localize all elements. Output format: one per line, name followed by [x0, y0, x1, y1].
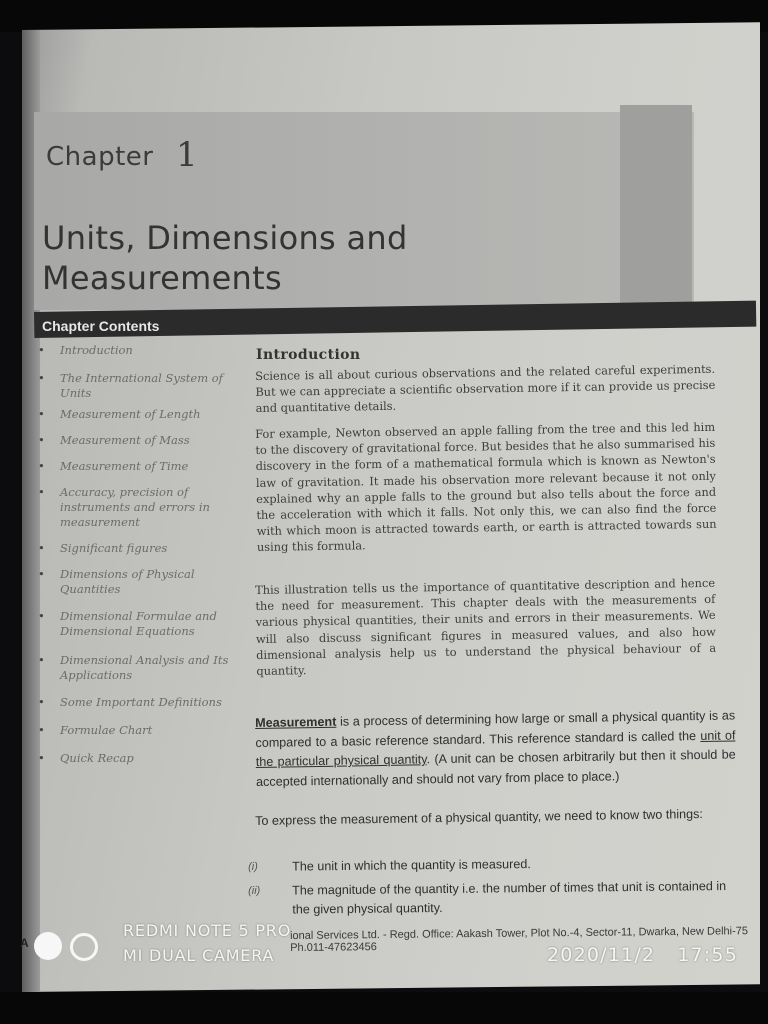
watermark-timestamp: [547, 944, 738, 966]
list-text: The unit in which the quantity is measured.: [292, 857, 531, 874]
watermark-time: 17:55: [677, 944, 738, 966]
contents-item: • Dimensions of Physical Quantities: [32, 567, 242, 597]
introduction-paragraph-2: For example, Newton observed an apple falling from the tree and this led him to the discovery of gravitational force. But besides that he also summarised his discovery in the form of a mathematical formula which is known as Newton's law of gravitation. It made his observation more relevant because it not only explained why an apple falls to the ground but also tells about the force and the acceleration with which it falls. Not only this, we can also find the force with which moon is attracted towards earth, or earth is attracted towards sun using this formula.: [255, 419, 717, 555]
measurement-need-paragraph: To express the measurement of a physical quantity, we need to know two things:: [255, 806, 703, 828]
camera-logo-icon: [34, 930, 106, 960]
chapter-title: [42, 218, 562, 298]
chapter-header-stripe: [620, 105, 692, 315]
contents-item: • Measurement of Length: [32, 407, 242, 422]
contents-item: • Measurement of Time: [32, 459, 242, 474]
contents-item: • Quick Recap: [32, 751, 242, 766]
contents-item: • Formulae Chart: [32, 723, 242, 738]
introduction-paragraph-1: Science is all about curious observations and the related careful experiments. But we can appreciate a scientific observation more if it can provide us precise and quantitative details.: [255, 361, 716, 416]
chapter-title-line1: Units, Dimensions and: [42, 219, 408, 257]
camera-dot-icon: [34, 932, 62, 960]
camera-ring-icon: [70, 933, 98, 961]
measurement-text-2: . (A unit can be chosen arbitrarily but then it should be accepted internationally and should not vary from place to place.): [255, 747, 736, 789]
chapter-title-line2: Measurements: [42, 259, 282, 297]
photo-bottom-border: [0, 992, 768, 1024]
list-text: The magnitude of the quantity i.e. the number of times that unit is contained in the given physical quantity.: [292, 878, 727, 917]
list-marker: (i): [248, 860, 258, 873]
contents-item: • The International System of Units: [32, 371, 242, 401]
contents-heading: Chapter Contents: [42, 318, 160, 334]
list-marker: (ii): [248, 884, 261, 897]
contents-item: • Introduction: [32, 343, 242, 358]
footer-letter: A: [20, 936, 29, 950]
introduction-paragraph-3: This illustration tells us the importance of quantitative description and hence the need for measurement. This chapter deals with the measurements of various physical quantities, their units and errors in their measurements. We will also discuss significant figures in measured values, and also how dimensional analysis help us to understand the physical behaviour of a quantity.: [255, 575, 717, 679]
contents-item: • Dimensional Formulae and Dimensional Equations: [32, 609, 242, 639]
chapter-label: Chapter: [46, 142, 154, 172]
introduction-heading: Introduction: [256, 347, 361, 363]
unit-phrase: unit of the particular physical quantity: [255, 728, 736, 770]
contents-item: • Dimensional Analysis and Its Applications: [32, 653, 242, 683]
contents-item: • Significant figures: [32, 541, 242, 556]
contents-item: • Measurement of Mass: [32, 433, 242, 448]
contents-item: • Some Important Definitions: [32, 695, 242, 710]
measurement-term: Measurement: [255, 714, 337, 730]
measurement-text-1: is a process of determining how large or small a physical quantity is as compared to a basic reference standard. This reference standard is called the: [255, 708, 736, 750]
watermark-camera: MI DUAL CAMERA: [123, 946, 275, 965]
contents-item: • Accuracy, precision of instruments and errors in measurement: [32, 485, 242, 530]
measurement-definition: [255, 706, 736, 792]
watermark-date: 2020/11/2: [547, 944, 656, 966]
watermark-device: REDMI NOTE 5 PRO: [123, 921, 292, 940]
footer-address: ional Services Ltd. - Regd. Office: Aakash Tower, Plot No.-4, Sector-11, Dwarka, New Delhi-75 Ph.011-47623456: [290, 925, 749, 954]
chapter-number: 1: [176, 135, 198, 175]
